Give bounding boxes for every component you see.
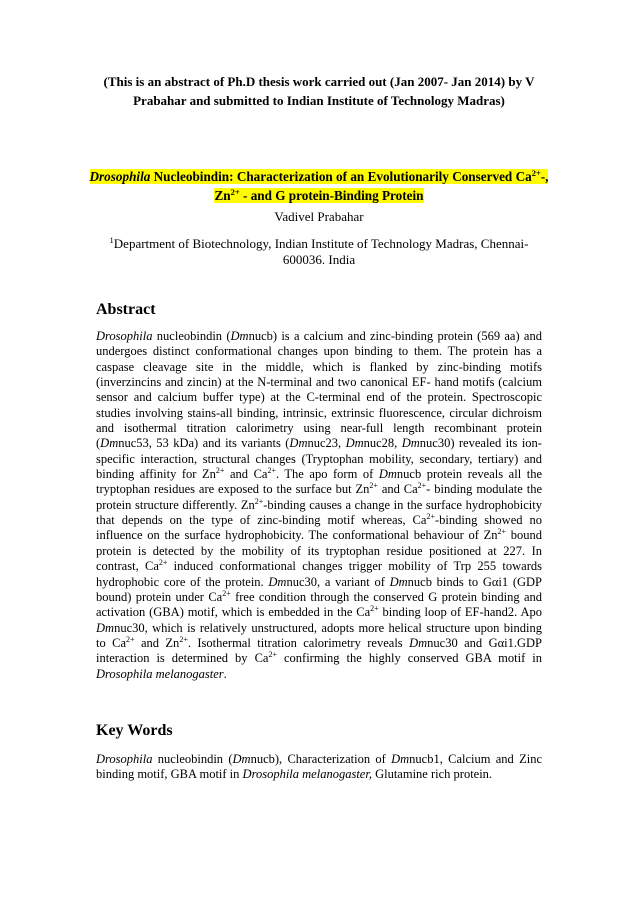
superscript: 2+	[222, 588, 231, 598]
text-run: nuc30 and Gαi1.GDP interaction is determined by Ca	[96, 635, 542, 666]
italic-term: Dm	[378, 467, 397, 482]
superscript: 2+	[426, 512, 435, 522]
affiliation	[96, 236, 542, 268]
text-run: and Zn	[134, 635, 180, 650]
text-run: nucb), Characterization of	[250, 752, 392, 766]
italic-term: Dm	[232, 752, 251, 766]
italic-term: Dm	[391, 752, 410, 766]
italic-term: Dm	[345, 436, 364, 451]
text-run: nucb protein reveals all the tryptophan residues are exposed to the surface but Zn	[96, 467, 542, 497]
text-run: nucb) is a calcium and zinc-binding protein (569 aa) and undergoes distinct conformational changes upon binding to them. The protein has a caspase cleavage site in the middle, which is flanked by zinc-binding motifs (inverzincins and zincin) at the N-terminal and two canonical EF- hand motifs (calcium sensor and calcium buffer type) at the C-terminal end of the protein. Spectroscopic studies involving stains-all binding, intrinsic, extrinsic fluorescence, circular dichroism and isothermal titration calorimetry using near-full length recombinant protein (	[96, 329, 542, 451]
italic-term: Drosophila melanogaster,	[242, 767, 372, 782]
text-run: nuc30, a variant of	[286, 574, 390, 589]
italic-term: Dm	[100, 436, 119, 451]
keywords-body	[96, 752, 542, 783]
superscript: 2+	[179, 634, 188, 644]
abstract-heading: Abstract	[96, 301, 156, 318]
title-text-3: - and G protein-Binding Protein	[239, 188, 424, 203]
text-run: binding loop of EF-hand2. Apo	[378, 605, 542, 620]
text-run: and Ca	[224, 467, 268, 482]
italic-term: Dm	[96, 620, 115, 635]
text-run: Glutamine rich protein.	[371, 767, 493, 782]
italic-term: Dm	[389, 574, 408, 589]
italic-term: Drosophila melanogaster	[96, 666, 224, 681]
italic-term: Dm	[289, 436, 308, 451]
text-run: nucleobindin (	[152, 752, 233, 766]
italic-term: Drosophila	[96, 752, 153, 766]
text-run: . The apo form of	[275, 467, 379, 482]
text-run: nucleobindin (	[152, 329, 231, 343]
title-highlight	[90, 169, 549, 203]
text-run: nuc53, 53 kDa) and its variants (	[118, 436, 290, 451]
title-sup-1: 2+	[531, 168, 541, 178]
keywords-heading: Key Words	[96, 722, 173, 739]
superscript: 2+	[126, 634, 135, 644]
italic-term: Drosophila	[96, 329, 153, 343]
affiliation-marker: 1	[109, 235, 114, 245]
superscript: 2+	[417, 481, 427, 491]
title-genus: Drosophila	[89, 169, 151, 184]
text-run: nucb binds to Gαi1 (GDP bound) protein under Ca	[96, 574, 542, 604]
text-run: bound protein is detected by the mobility of its tryptophan residue positioned at 227. In contrast, Ca	[96, 528, 542, 574]
text-run: - binding modulate the protein structure differently. Zn	[96, 482, 542, 512]
italic-term: Dm	[409, 635, 428, 650]
italic-term: Dm	[401, 436, 420, 451]
text-run: induced conformational changes trigger mobility of Trp 255 towards hydrophobic core of the protein.	[96, 559, 542, 589]
author-name: Vadivel Prabahar	[274, 209, 364, 224]
text-run: -binding showed no influence on the surface hydrophobicity. The conformational behaviour of Zn	[96, 513, 542, 543]
text-run: -binding causes a change in the surface hydrophobicity that depends on the type of zinc-binding motif whereas, Ca	[96, 497, 542, 528]
superscript: 2+	[267, 466, 276, 476]
superscript: 2+	[369, 481, 378, 491]
abstract-body	[96, 329, 542, 682]
affiliation-text: Department of Biotechnology, Indian Institute of Technology Madras, Chennai-600036. India	[113, 236, 529, 267]
text-run: nuc23,	[307, 436, 346, 451]
text-run: nuc30, which is relatively unstructured, adopts more helical structure upon binding to Ca	[96, 620, 542, 650]
text-run: nuc28,	[363, 436, 402, 451]
superscript: 2+	[254, 496, 264, 506]
title-sup-2: 2+	[230, 187, 240, 197]
superscript: 2+	[268, 650, 277, 660]
superscript: 2+	[215, 466, 225, 476]
italic-term: Dm	[268, 574, 287, 589]
text-run: .	[223, 666, 227, 681]
text-run: and Ca	[377, 482, 418, 497]
text-run: nucb1, Calcium and Zinc binding motif, GBA motif in	[96, 752, 543, 782]
thesis-note: (This is an abstract of Ph.D thesis work carried out (Jan 2007- Jan 2014) by V Prabahar and submitted to Indian Institute of Technology Madras)	[103, 74, 535, 108]
text-run: confirming the highly conserved GBA motif in	[276, 651, 542, 666]
paper-title	[84, 167, 554, 205]
title-text-2: -, Zn	[214, 169, 549, 203]
italic-term: Dm	[230, 329, 249, 343]
text-run: . Isothermal titration calorimetry reveals	[187, 635, 410, 650]
superscript: 2+	[158, 558, 168, 568]
text-run: nuc30) revealed its ion-specific interaction, structural changes (Tryptophan mobility, secondary, tertiary) and binding affinity for Zn	[96, 436, 542, 482]
title-text-1: Nucleobindin: Characterization of an Evolutionarily Conserved Ca	[150, 169, 532, 184]
superscript: 2+	[497, 527, 507, 537]
text-run: free condition through the conserved G protein binding and activation (GBA) motif, which is embedded in the Ca	[96, 589, 542, 620]
superscript: 2+	[370, 604, 379, 614]
